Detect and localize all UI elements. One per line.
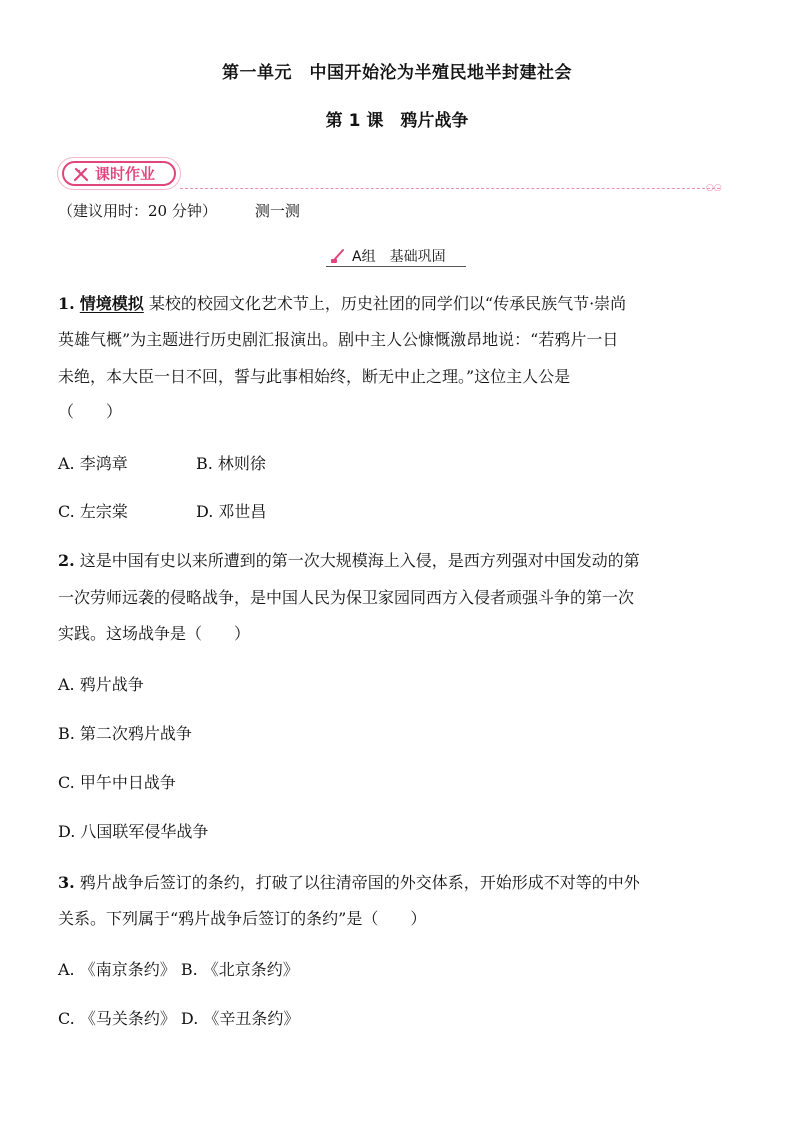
option-d[interactable]: D. 邓世昌	[196, 502, 267, 521]
question-2-line-1	[58, 551, 640, 571]
lesson-title: 第 1 课 鸦片战争	[325, 111, 469, 131]
option-d[interactable]: D. 八国联军侵华战争	[58, 822, 209, 841]
group-underline	[326, 266, 466, 267]
question-number: 1.	[58, 294, 75, 313]
option-b[interactable]: B. 第二次鸦片战争	[58, 724, 192, 743]
question-1-line-1	[58, 294, 626, 314]
group-header	[330, 245, 446, 267]
question-1-line-3: 未绝，本大臣一日不回，誓与此事相始终，断无中止之理。”这位主人公是	[58, 367, 571, 386]
time-hint-row	[58, 200, 300, 221]
group-label: A组 基础巩固	[352, 249, 446, 265]
question-1-line-2: 英雄气概”为主题进行历史剧汇报演出。剧中主人公慷慨激昂地说：“若鸦片一日	[58, 330, 619, 349]
pencil-ruler-icon	[72, 165, 90, 183]
question-3-line-1	[58, 873, 640, 893]
time-hint: （建议用时：20 分钟）	[58, 202, 217, 220]
option-c[interactable]: C. 左宗棠	[58, 502, 128, 521]
section-divider	[180, 188, 720, 189]
question-text: 这是中国有史以来所遭到的第一次大规模海上入侵，是西方列强对中国发动的第	[79, 551, 640, 570]
option-b[interactable]: B. 林则徐	[196, 454, 266, 473]
question-text: 某校的校园文化艺术节上，历史社团的同学们以“传承民族气节·崇尚	[148, 294, 627, 313]
option-a[interactable]: A. 鸦片战争	[58, 675, 144, 694]
brush-icon	[330, 248, 346, 264]
question-1-answer-blank: （ ）	[58, 402, 123, 421]
question-2-line-3: 实践。这场战争是（ ）	[58, 624, 251, 643]
unit-title: 第一单元 中国开始沦为半殖民地半封建社会	[222, 63, 572, 83]
question-tag: 情境模拟	[79, 294, 144, 313]
divider-ornament: ○○	[706, 183, 722, 193]
question-2-line-2: 一次劳师远袭的侵略战争，是中国人民为保卫家园同西方入侵者顽强斗争的第一次	[58, 588, 635, 607]
option-a-b[interactable]: A. 《南京条约》 B. 《北京条约》	[58, 960, 299, 979]
badge-label: 课时作业	[95, 165, 156, 183]
question-text: 鸦片战争后签订的条约，打破了以往清帝国的外交体系，开始形成不对等的中外	[79, 873, 640, 892]
question-number: 3.	[58, 873, 75, 892]
option-a[interactable]: A. 李鸿章	[58, 454, 128, 473]
option-c[interactable]: C. 甲午中日战争	[58, 773, 176, 792]
question-3-line-2: 关系。下列属于“鸦片战争后签订的条约”是（ ）	[58, 909, 427, 928]
option-c-d[interactable]: C. 《马关条约》 D. 《辛丑条约》	[58, 1009, 300, 1028]
question-number: 2.	[58, 551, 75, 570]
test-label: 测一测	[254, 202, 300, 220]
homework-badge	[62, 161, 176, 186]
